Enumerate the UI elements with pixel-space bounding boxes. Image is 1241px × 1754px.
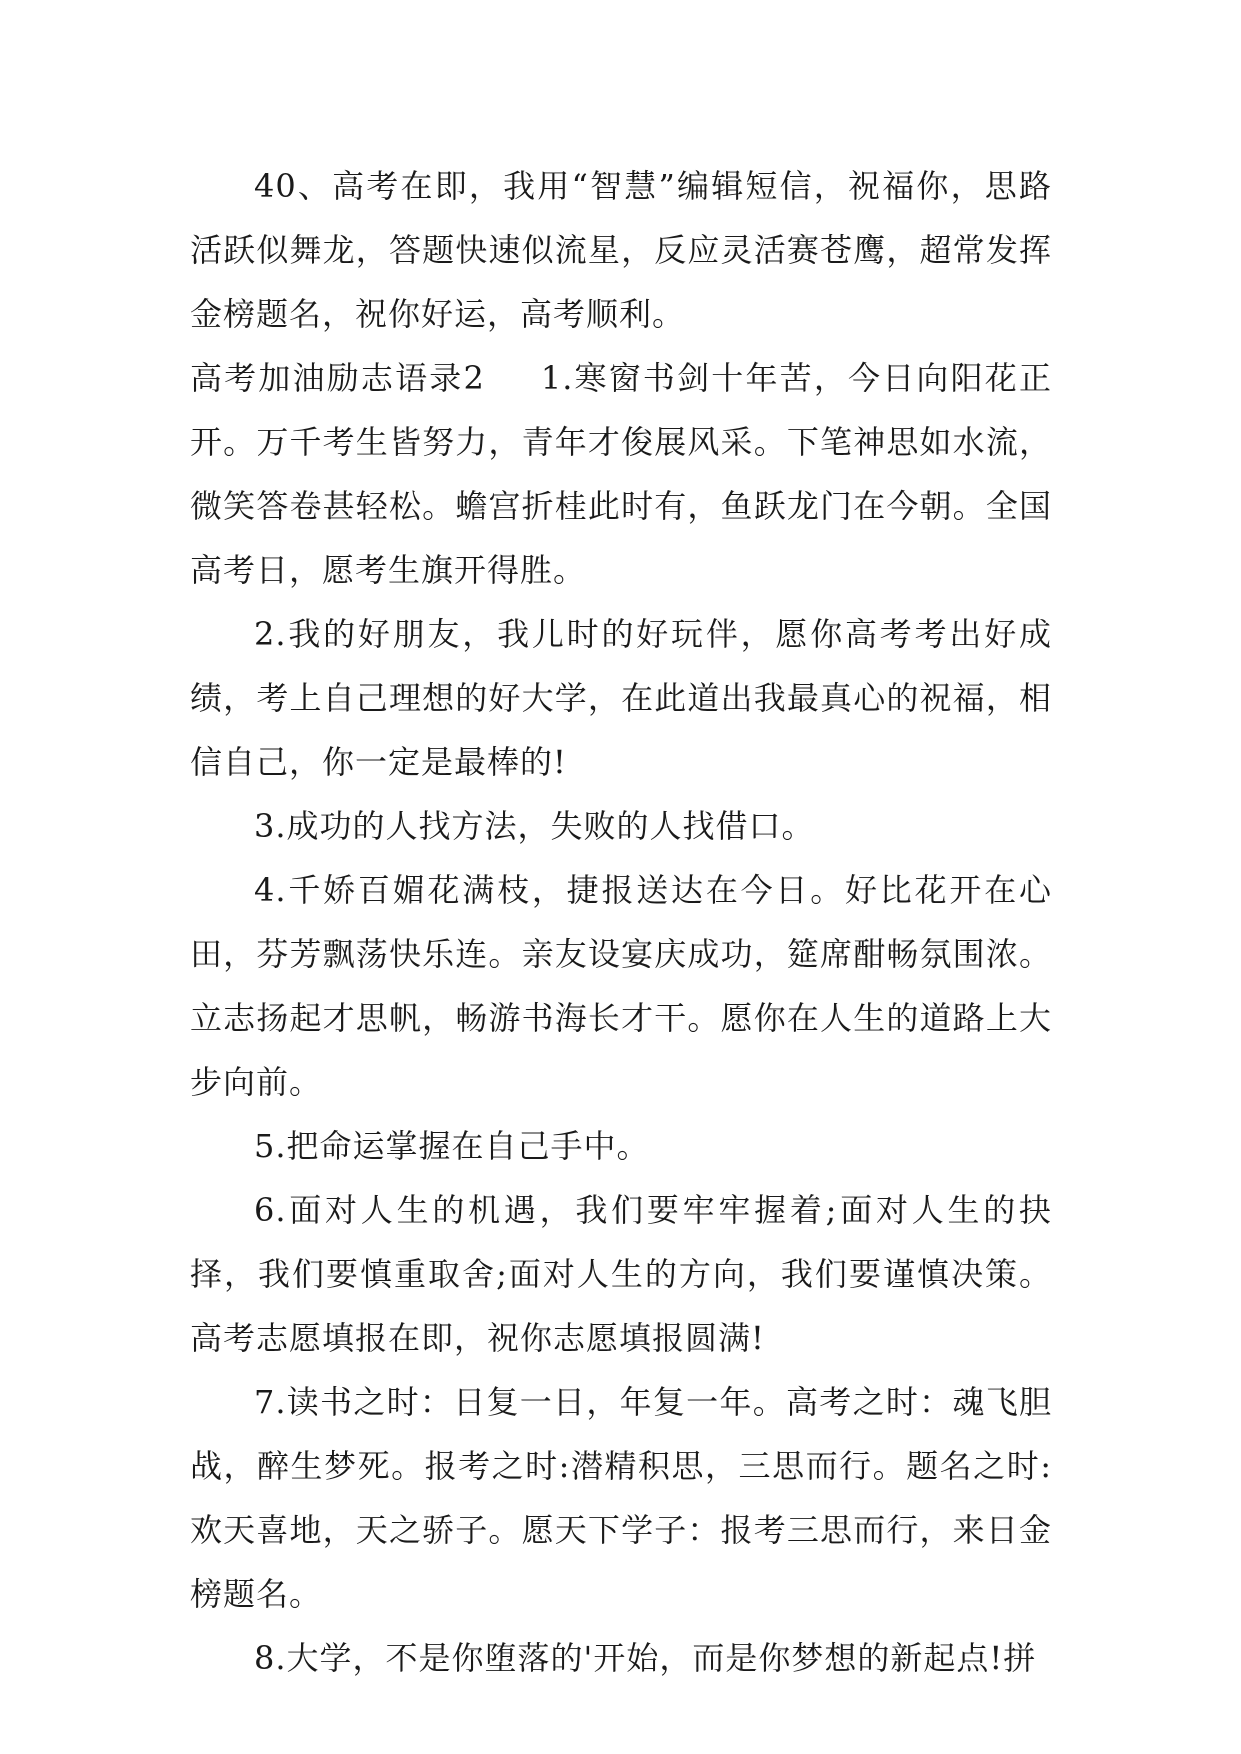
paragraph-item-6: 6.面对人生的机遇，我们要牢牢握着;面对人生的抉择，我们要慎重取舍;面对人生的方向，我们要谨慎决策。高考志愿填报在即，祝你志愿填报圆满! — [190, 1191, 1052, 1357]
paragraph-item-1: 1.寒窗书剑十年苦，今日向阳花正开。万千考生皆努力，青年才俊展风采。下笔神思如水流，微笑答卷甚轻松。蟾宫折桂此时有，鱼跃龙门在今朝。全国高考日，愿考生旗开得胜。 — [190, 359, 1052, 589]
section-heading: 高考加油励志语录2 — [190, 359, 485, 397]
paragraph-item-5: 5.把命运掌握在自己手中。 — [254, 1127, 650, 1165]
document-body — [190, 154, 1052, 1690]
paragraph-item-8: 8.大学，不是你堕落的'开始，而是你梦想的新起点!拼 — [254, 1639, 1037, 1677]
paragraph-section-2 — [190, 346, 1052, 602]
paragraph-40: 40、高考在即，我用“智慧”编辑短信，祝福你，思路活跃似舞龙，答题快速似流星，反应灵活赛苍鹰，超常发挥金榜题名，祝你好运，高考顺利。 — [190, 167, 1052, 333]
paragraph-item-3: 3.成功的人找方法，失败的人找借口。 — [254, 807, 815, 845]
paragraph-item-2: 2.我的好朋友，我儿时的好玩伴，愿你高考考出好成绩，考上自己理想的好大学，在此道出我最真心的祝福，相信自己，你一定是最棒的! — [190, 615, 1052, 781]
paragraph-item-4: 4.千娇百媚花满枝，捷报送达在今日。好比花开在心田，芬芳飘荡快乐连。亲友设宴庆成功，筵席酣畅氛围浓。立志扬起才思帆，畅游书海长才干。愿你在人生的道路上大步向前。 — [190, 871, 1052, 1101]
paragraph-item-7: 7.读书之时：日复一日，年复一年。高考之时：魂飞胆战，醉生梦死。报考之时:潜精积思，三思而行。题名之时:欢天喜地，天之骄子。愿天下学子：报考三思而行，来日金榜题名。 — [190, 1383, 1052, 1613]
